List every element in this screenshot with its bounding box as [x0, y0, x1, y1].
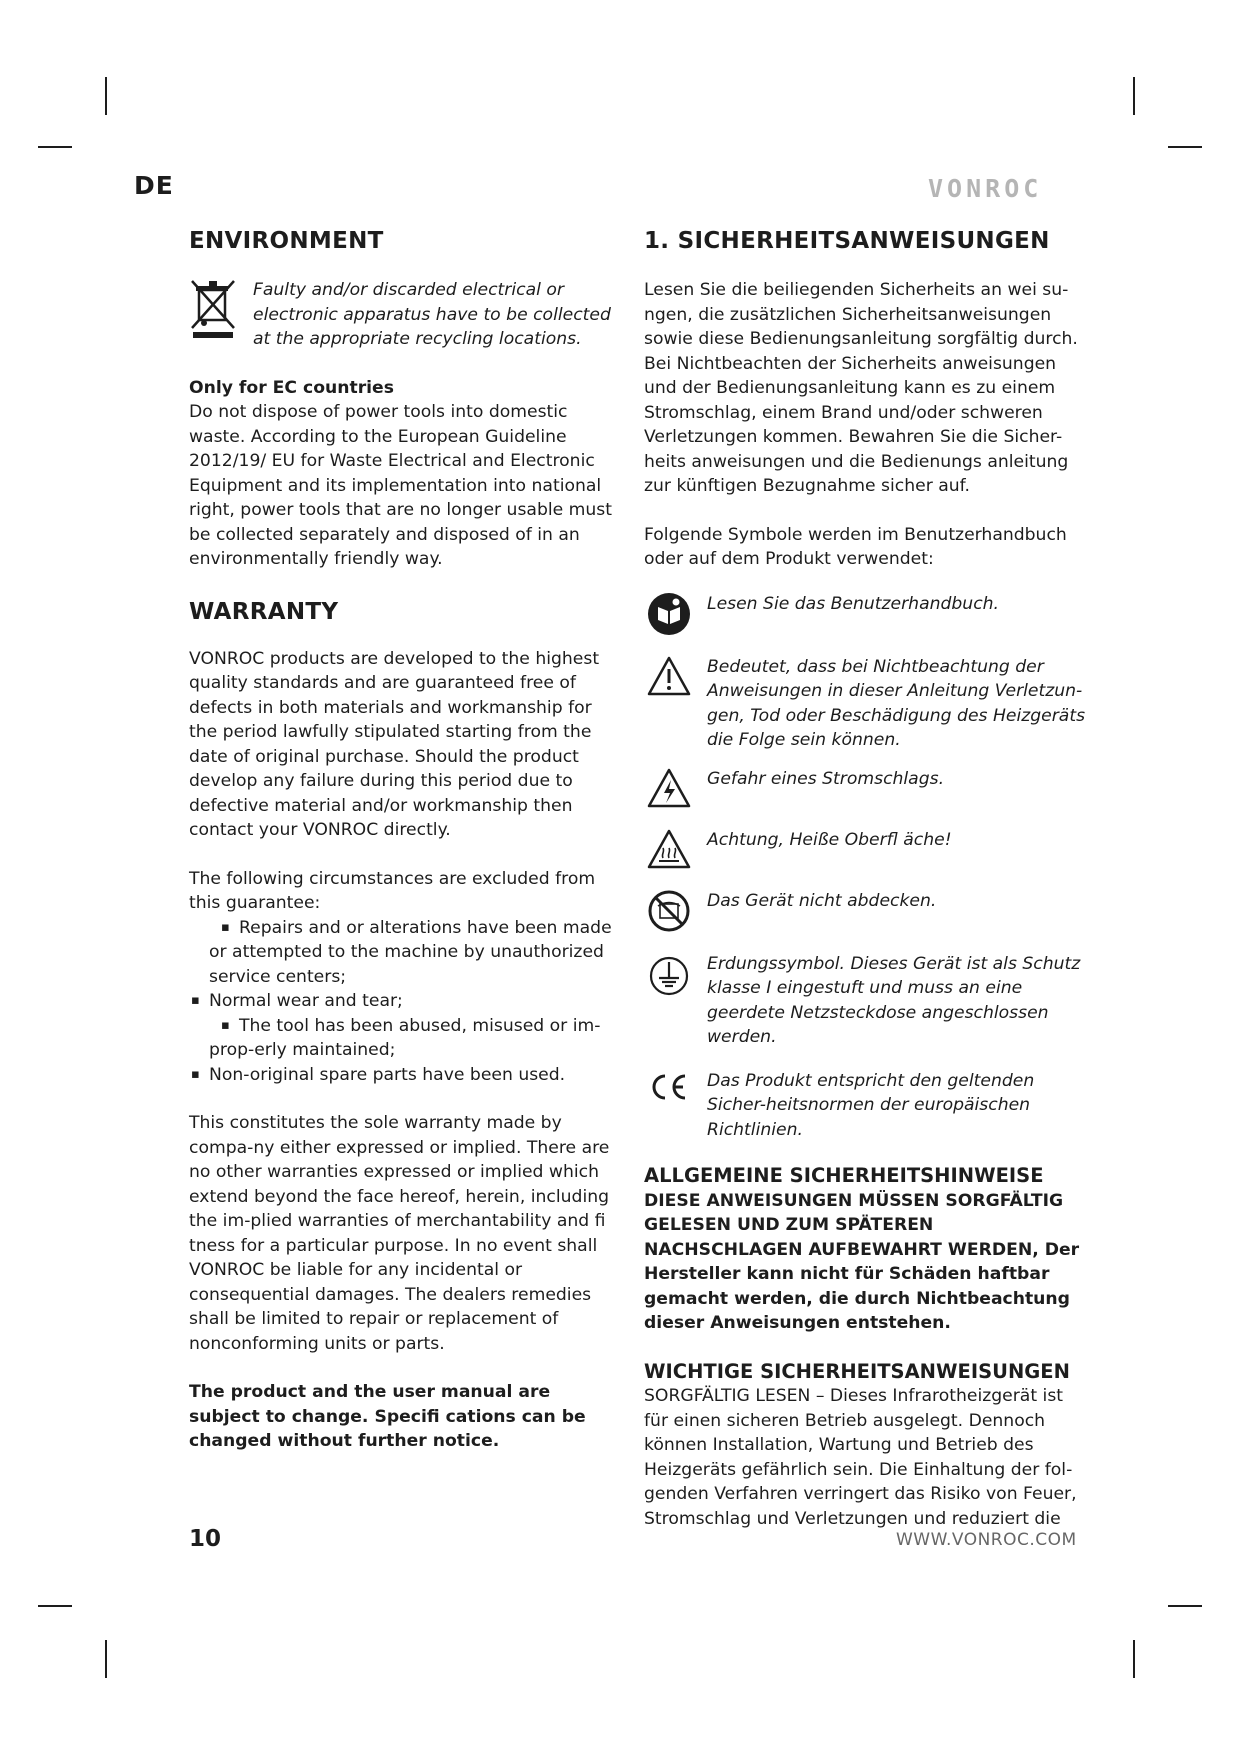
environment-title: ENVIRONMENT	[189, 228, 384, 254]
general-safety-title: ALLGEMEINE SICHERHEITSHINWEISE	[644, 1164, 1044, 1187]
crop-mark	[38, 146, 72, 148]
ec-countries-heading: Only for EC countries	[189, 377, 394, 398]
earth-ground-icon	[644, 952, 694, 996]
environment-note-text: Faulty and/or discarded electrical or electronic apparatus have to be collected at the appropriate recycling locations.	[253, 280, 611, 349]
symbol-text: Lesen Sie das Benutzerhandbuch.	[707, 593, 1000, 614]
page-number: 10	[189, 1526, 222, 1552]
warranty-exclusions-list	[189, 916, 624, 1088]
symbol-row	[644, 1069, 1089, 1143]
important-safety-title: WICHTIGE SICHERHEITSANWEISUNGEN	[644, 1359, 1070, 1383]
environment-note	[189, 278, 624, 352]
warning-triangle-icon	[644, 655, 694, 697]
symbols-intro: Folgende Symbole werden im Benutzerhandbuch oder auf dem Produkt verwendet:	[644, 524, 1067, 569]
symbol-row	[644, 889, 1089, 933]
list-item: ▪ Normal wear and tear;	[189, 989, 624, 1014]
crop-mark	[38, 1605, 72, 1607]
right-column	[644, 226, 1089, 1531]
ec-countries-text: Do not dispose of power tools into domestic waste. According to the European Guideline 2012/19/ EU for Waste Electrical and Electronic Equipment and its implementation into national right, power tools that are no longer usable must be collected separately and disposed of in an environmentally friendly way.	[189, 402, 612, 569]
language-code: DE	[134, 171, 174, 200]
safety-title: 1. SICHERHEITSANWEISUNGEN	[644, 228, 1050, 254]
warranty-disclaimer: This constitutes the sole warranty made by compa-ny either expressed or implied. There are no other warranties expressed or implied which extend beyond the face hereof, herein, including the im-plied warranties of merchantability and fi tness for a particular purpose. In no event shall VONROC be liable for any incidental or consequential damages. The dealers remedies shall be limited to repair or replacement of nonconforming units or parts.	[189, 1113, 610, 1354]
warranty-exclusions-intro: The following circumstances are excluded from this guarantee:	[189, 868, 596, 913]
symbol-text: Erdungssymbol. Dieses Gerät ist als Schutz klasse I eingestuft und muss an eine geerdete Netzsteckdose angeschlossen werden.	[707, 953, 1081, 1047]
change-notice: The product and the user manual are subject to change. Specifi cations can be changed without further notice.	[189, 1382, 586, 1451]
safety-intro: Lesen Sie die beiliegenden Sicherheits an wei su-ngen, die zusätzlichen Sicherheitsanweisungen sowie diese Bedienungsanleitung sorgfältig durch. Bei Nichtbeachten der Sicherheits anweisungen und der Bedienungsanleitung kann es zu einem Stromschlag, einem Brand und/oder schweren Verletzungen kommen. Bewahren Sie die Sicher-heits anweisungen und die Bedienungs anleitung zur künftigen Bezugnahme sicher auf.	[644, 280, 1078, 496]
crossed-out-wheelie-bin-icon	[189, 278, 239, 352]
symbol-text: Das Produkt entspricht den geltenden Sicher-heitsnormen der europäischen Richtlinien.	[707, 1070, 1035, 1140]
crop-mark	[105, 1640, 107, 1678]
list-item: ▪ Repairs and or alterations have been made or attempted to the machine by unauthorized service centers;	[189, 916, 624, 990]
crop-mark	[1133, 77, 1135, 115]
warranty-paragraph: VONROC products are developed to the highest quality standards and are guaranteed free of defects in both materials and workmanship for the period lawfully stipulated starting from the date of original purchase. Should the product develop any failure during this period due to defective material and/or workmanship then contact your VONROC directly.	[189, 648, 600, 840]
electric-shock-icon	[644, 767, 694, 809]
symbol-row	[644, 767, 1089, 809]
left-column	[189, 226, 624, 1454]
symbol-text: Das Gerät nicht abdecken.	[707, 890, 937, 911]
symbol-row	[644, 952, 1089, 1050]
symbol-row	[644, 592, 1089, 636]
symbol-row	[644, 655, 1089, 753]
brand-logo: VONROC	[928, 174, 1043, 203]
ce-mark-icon	[644, 1069, 694, 1105]
crop-mark	[1168, 1605, 1202, 1607]
list-item: ▪ The tool has been abused, misused or im-prop-erly maintained;	[189, 1014, 624, 1063]
general-safety-text: DIESE ANWEISUNGEN MÜSSEN SORGFÄLTIG GELESEN UND ZUM SPÄTEREN NACHSCHLAGEN AUFBEWAHRT WERDEN, Der Hersteller kann nicht für Schäden haftbar gemacht werden, die durch Nichtbeachtung dieser Anweisungen entstehen.	[644, 1190, 1080, 1333]
symbol-row	[644, 828, 1089, 870]
hot-surface-icon	[644, 828, 694, 870]
important-safety-text: SORGFÄLTIG LESEN – Dieses Infrarotheizgerät ist für einen sicheren Betrieb ausgelegt. Dennoch können Installation, Wartung und Betrieb des Heizgeräts gefährlich sein. Die Einhaltung der fol-genden Verfahren verringert das Risiko von Feuer, Stromschlag und Verletzungen und reduziert die	[644, 1386, 1077, 1529]
crop-mark	[1168, 146, 1202, 148]
list-item: ▪ Non-original spare parts have been used.	[189, 1063, 624, 1088]
warranty-title: WARRANTY	[189, 598, 339, 625]
crop-mark	[1133, 1640, 1135, 1678]
symbol-text: Bedeutet, dass bei Nichtbeachtung der Anweisungen in dieser Anleitung Verletzun-gen, Tod oder Beschädigung des Heizgeräts die Folge sein können.	[707, 656, 1086, 750]
crop-mark	[105, 77, 107, 115]
do-not-cover-icon	[644, 889, 694, 933]
read-manual-icon	[644, 592, 694, 636]
symbol-text: Achtung, Heiße Oberfl äche!	[707, 829, 952, 850]
symbol-text: Gefahr eines Stromschlags.	[707, 768, 945, 789]
website-url: WWW.VONROC.COM	[896, 1530, 1077, 1550]
